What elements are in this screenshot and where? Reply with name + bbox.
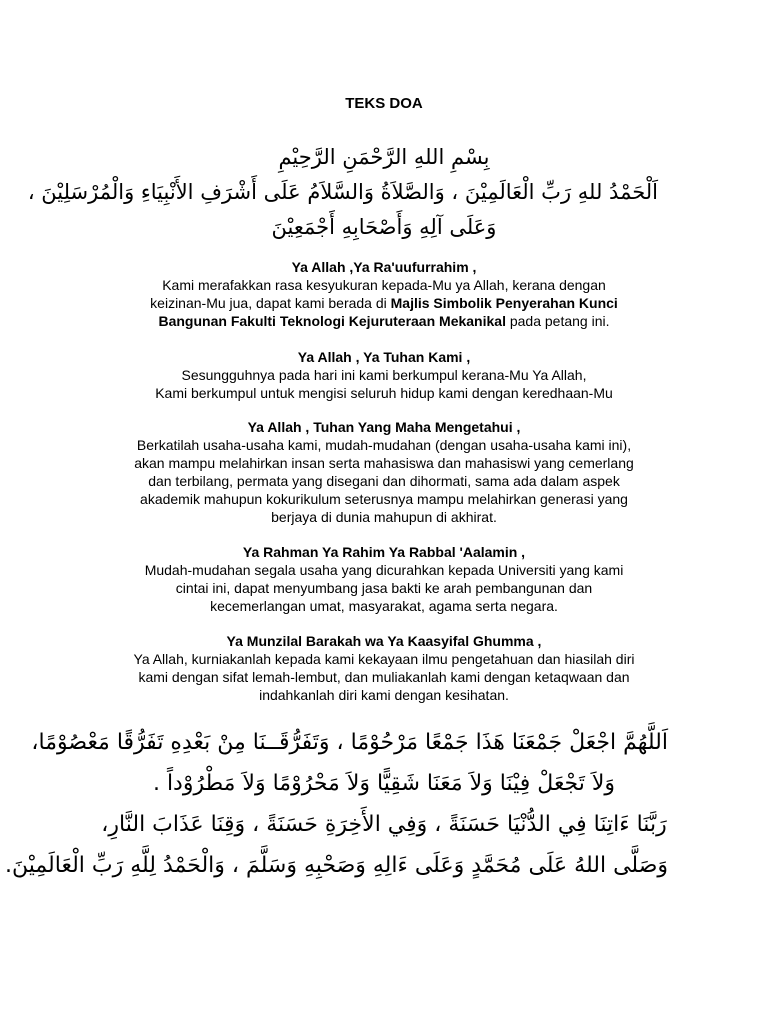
arabic-opening-line: وَعَلَى آلِهِ وَأَصْحَابِهِ أَجْمَعِيْنَ bbox=[271, 215, 497, 239]
arabic-closing-line: وَلاَ تَجْعَلْ فِيْنَا وَلاَ مَعَنَا شَقِيًّا وَلاَ مَحْرُوْمًا وَلاَ مَطْرُوْداً . bbox=[152, 771, 616, 796]
document-title: TEKS DOA bbox=[345, 95, 423, 112]
arabic-opening-line: بِسْمِ اللهِ الرَّحْمَنِ الرَّحِيْمِ bbox=[278, 145, 490, 169]
section-heading: Ya Allah , Ya Tuhan Kami , bbox=[297, 349, 471, 365]
paragraph-line: Sesungguhnya pada hari ini kami berkumpul kerana-Mu Ya Allah, bbox=[181, 367, 587, 383]
paragraph-line: akan mampu melahirkan insan serta mahasiswa dan mahasiswi yang cemerlang bbox=[134, 455, 634, 471]
paragraph-line: Berkatilah usaha-usaha kami, mudah-mudahan (dengan usaha-usaha kami ini), bbox=[136, 437, 632, 453]
paragraph-line bbox=[100, 294, 668, 312]
arabic-opening bbox=[27, 140, 658, 245]
paragraph-text: pada petang ini. bbox=[505, 313, 610, 329]
paragraph-line: Mudah-mudahan segala usaha yang dicurahkan kepada Universiti yang kami bbox=[144, 562, 624, 578]
section-munzilal-barakah bbox=[100, 632, 668, 704]
section-heading: Ya Allah , Tuhan Yang Maha Mengetahui , bbox=[247, 419, 521, 435]
paragraph-line: kami dengan sifat lemah-lembut, dan muliakanlah kami dengan ketaqwaan dan bbox=[138, 669, 630, 685]
paragraph-line: berjaya di dunia mahupun di akhirat. bbox=[271, 509, 497, 525]
paragraph-line: kecemerlangan umat, masyarakat, agama serta negara. bbox=[210, 598, 558, 614]
arabic-closing-line: اَللَّهُمَّ اجْعَلْ جَمْعَنَا هَذَا جَمْعًا مَرْحُوْمًا ، وَتَفَرُّقَــنَا مِنْ بَعْدِهِ تَفَرُّقًا مَعْصُوْمًا، bbox=[31, 730, 668, 755]
section-maha-mengetahui bbox=[100, 418, 668, 526]
section-heading: Ya Munzilal Barakah wa Ya Kaasyifal Ghumma , bbox=[226, 633, 542, 649]
section-rabbal-aalamin bbox=[100, 543, 668, 615]
section-tuhan-kami bbox=[100, 348, 668, 402]
paragraph-text: keizinan-Mu jua, dapat kami berada di bbox=[150, 295, 391, 311]
arabic-closing bbox=[4, 722, 668, 886]
building-name-text: Bangunan Fakulti Teknologi Kejuruteraan Mekanikal bbox=[158, 313, 506, 329]
paragraph-line: cintai ini, dapat menyumbang jasa bakti ke arah pembangunan dan bbox=[175, 580, 593, 596]
section-rauufurrahim bbox=[100, 258, 668, 330]
arabic-closing-line: وَصَلَّى اللهُ عَلَى مُحَمَّدٍ وَعَلَى ءَالِهِ وَصَحْبِهِ وَسَلَّمَ ، وَالْحَمْدُ لِلَّهِ رَبِّ الْعَالَمِيْنَ. bbox=[4, 853, 668, 878]
arabic-opening-line: اَلْحَمْدُ للهِ رَبِّ الْعَالَمِيْنَ ، وَالصَّلاَةُ وَالسَّلاَمُ عَلَى أَشْرَفِ الأَنْبِيَاءِ وَالْمُرْسَلِيْنَ ، bbox=[27, 180, 658, 204]
paragraph-line: indahkanlah diri kami dengan kesihatan. bbox=[259, 687, 509, 703]
paragraph-line: Kami merafakkan rasa kesyukuran kepada-Mu ya Allah, kerana dengan bbox=[162, 277, 606, 293]
paragraph-line: dan terbilang, permata yang disegani dan dihormati, sama ada dalam aspek bbox=[148, 473, 620, 489]
event-name-text: Majlis Simbolik Penyerahan Kunci bbox=[390, 295, 618, 311]
arabic-closing-line: رَبَّنَا ءَاتِنَا فِي الدُّنْيَا حَسَنَةً ، وَفِي الأَخِرَةِ حَسَنَةً ، وَقِنَا عَذَابَ النَّارِ، bbox=[101, 812, 667, 837]
section-heading: Ya Rahman Ya Rahim Ya Rabbal 'Aalamin , bbox=[242, 544, 526, 560]
paragraph-line: Ya Allah, kurniakanlah kepada kami kekayaan ilmu pengetahuan dan hiasilah diri bbox=[133, 651, 635, 667]
paragraph-line bbox=[100, 312, 668, 330]
section-heading: Ya Allah ,Ya Ra'uufurrahim , bbox=[291, 259, 477, 275]
paragraph-line: akademik mahupun kokurikulum seterusnya mampu melahirkan generasi yang bbox=[140, 491, 628, 507]
paragraph-line: Kami berkumpul untuk mengisi seluruh hidup kami dengan keredhaan-Mu bbox=[155, 385, 613, 401]
